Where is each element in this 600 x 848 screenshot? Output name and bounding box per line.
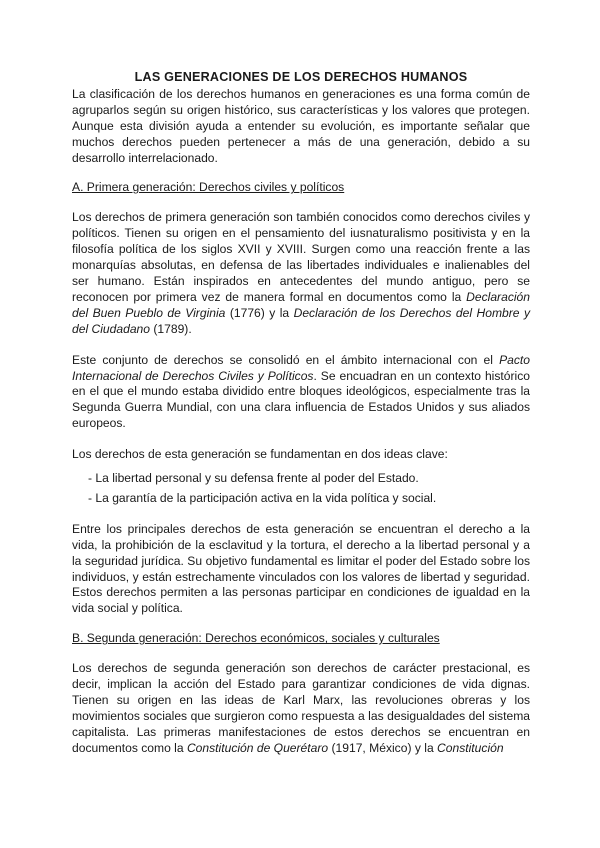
text-run: . Se encuadran en un contexto histórico en el que el mundo estaba dividido entre bloques ideológicos, especialmente tras la Segunda Guerra Mundial, con una clara influencia de Estados Unidos y sus aliados europeos. <box>72 368 530 431</box>
section-a-paragraph-1 <box>72 210 530 337</box>
document-page <box>72 70 530 757</box>
section-a-paragraph-2 <box>72 353 530 433</box>
document-name: Declaración de los Derechos del Hombre y del Ciudadano <box>72 305 530 336</box>
text-run: Este conjunto de derechos se consolidó en el ámbito internacional con el <box>72 352 500 367</box>
document-name: Pacto Internacional de Derechos Civiles y Políticos <box>72 352 530 383</box>
text-run: (1789). <box>150 321 192 336</box>
intro-paragraph: La clasificación de los derechos humanos en generaciones es una forma común de agruparlos según su origen histórico, sus características y los valores que protegen. Aunque esta división ayuda a entender su evolución, es importante señalar que muchos derechos pueden pertenecer a más de una generación, debido a su desarrollo interrelacionado. <box>72 86 530 165</box>
section-a-paragraph-3: Los derechos de esta generación se fundamentan en dos ideas clave: <box>72 447 448 462</box>
section-a-heading: A. Primera generación: Derechos civiles y políticos <box>72 180 345 195</box>
list-item: - La libertad personal y su defensa frente al poder del Estado. <box>88 471 419 486</box>
text-run: Los derechos de segunda generación son derechos de carácter prestacional, es decir, implican la acción del Estado para garantizar condiciones de vida dignas. Tienen su origen en las ideas de Karl Marx, las revoluciones obreras y los movimientos sociales que surgieron como respuesta a las desigualdades del sistema capitalista. Las primeras manifestaciones de estos derechos se encuentran en documentos como la <box>72 661 530 755</box>
document-name: Constitución de Querétaro <box>186 740 329 755</box>
section-a-paragraph-4: Entre los principales derechos de esta generación se encuentran el derecho a la vida, la prohibición de la esclavitud y la tortura, el derecho a la libertad personal y a la seguridad jurídica. Su objetivo fundamental es limitar el poder del Estado sobre los individuos, y están estrechamente vinculados con los valores de libertad y seguridad. Estos derechos permiten a las personas participar en condiciones de igualdad en la vida social y política. <box>72 521 530 616</box>
document-name: Constitución <box>437 740 504 755</box>
text-run: (1917, México) y la <box>328 740 438 755</box>
section-b-heading: B. Segunda generación: Derechos económicos, sociales y culturales <box>72 631 440 646</box>
text-run: (1776) y la <box>225 305 294 320</box>
section-b-paragraph-1 <box>72 661 530 756</box>
document-title: LAS GENERACIONES DE LOS DERECHOS HUMANOS <box>134 70 468 84</box>
list-item: - La garantía de la participación activa en la vida política y social. <box>88 490 437 505</box>
document-name: Declaración del Buen Pueblo de Virginia <box>72 289 530 320</box>
text-run: Los derechos de primera generación son también conocidos como derechos civiles y políticos. Tienen su origen en el pensamiento del iusnaturalismo positivista y en la filosofía política de los siglos XVII y XVIII. Surgen como una reacción frente a las monarquías absolutas, en defensa de las libertades individuales e inalienables del ser humano. Están inspirados en antecedentes del mundo antiguo, pero se reconocen por primera vez de manera formal en documentos como la <box>72 210 530 304</box>
key-ideas-list <box>72 471 530 507</box>
